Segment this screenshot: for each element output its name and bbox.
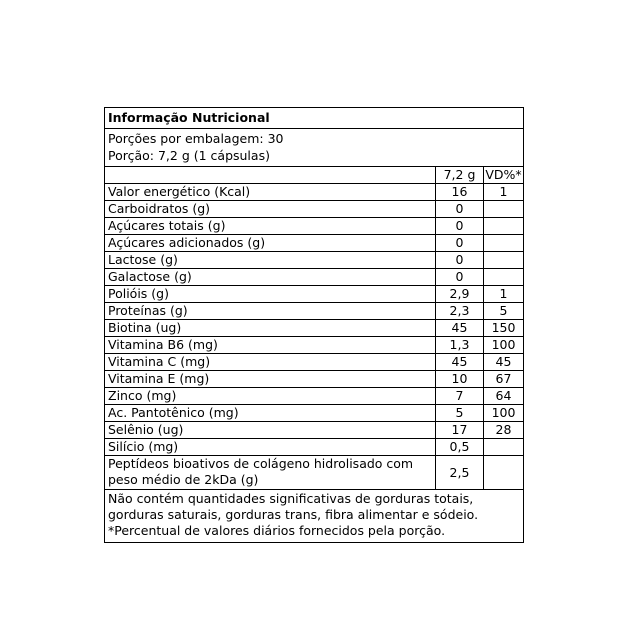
nutrient-amount-cell: 5: [435, 405, 483, 422]
nutrient-amount-cell: 0: [435, 235, 483, 252]
nutrient-name-cell: Vitamina C (mg): [105, 354, 435, 371]
nutrient-grid: [105, 167, 523, 490]
nutrient-dv-cell: [483, 456, 523, 490]
nutrient-dv-cell: 150: [483, 320, 523, 337]
header-dv-cell: VD%*: [483, 167, 523, 184]
nutrient-dv-cell: [483, 252, 523, 269]
nutrient-amount-cell: 17: [435, 422, 483, 439]
nutrient-dv-cell: 28: [483, 422, 523, 439]
servings-per-package: Porções por embalagem: 30: [108, 131, 284, 146]
serving-info: [105, 130, 523, 167]
nutrient-amount-cell: 2,3: [435, 303, 483, 320]
nutrient-dv-cell: 64: [483, 388, 523, 405]
nutrient-amount-cell: 0,5: [435, 439, 483, 456]
nutrient-dv-cell: 67: [483, 371, 523, 388]
serving-size: Porção: 7,2 g (1 cápsulas): [108, 148, 270, 163]
nutrient-dv-cell: 100: [483, 405, 523, 422]
footer-notes: [105, 490, 523, 542]
nutrient-name-cell: Galactose (g): [105, 269, 435, 286]
nutrient-name-cell: Carboidratos (g): [105, 201, 435, 218]
nutrient-name-cell: Valor energético (Kcal): [105, 184, 435, 201]
nutrient-name-cell: Proteínas (g): [105, 303, 435, 320]
nutrient-dv-cell: [483, 218, 523, 235]
nutrition-facts-table: [104, 107, 524, 543]
nutrient-amount-cell: 0: [435, 252, 483, 269]
nutrient-name-cell: Ac. Pantotênico (mg): [105, 405, 435, 422]
nutrient-amount-cell: 1,3: [435, 337, 483, 354]
nutrient-amount-cell: 0: [435, 218, 483, 235]
nutrient-name-cell: Selênio (ug): [105, 422, 435, 439]
footer-note-nonsignificant: Não contém quantidades significativas de gorduras totais, gorduras saturais, gorduras trans, fibra alimentar e sódeio.: [108, 491, 479, 522]
nutrient-name-cell: Polióis (g): [105, 286, 435, 303]
nutrient-amount-cell: 7: [435, 388, 483, 405]
nutrient-name-cell: Silício (mg): [105, 439, 435, 456]
footer-note-daily-value: *Percentual de valores diários fornecidos pela porção.: [108, 523, 446, 538]
header-amount-cell: 7,2 g: [435, 167, 483, 184]
nutrient-amount-cell: 0: [435, 201, 483, 218]
nutrient-amount-cell: 45: [435, 354, 483, 371]
nutrient-dv-cell: [483, 439, 523, 456]
nutrient-dv-cell: 1: [483, 184, 523, 201]
nutrient-dv-cell: [483, 269, 523, 286]
nutrient-name-cell: Açúcares totais (g): [105, 218, 435, 235]
nutrient-name-cell: Biotina (ug): [105, 320, 435, 337]
nutrient-name-cell: Vitamina B6 (mg): [105, 337, 435, 354]
nutrient-name-cell: Zinco (mg): [105, 388, 435, 405]
nutrient-dv-cell: 100: [483, 337, 523, 354]
nutrient-name-cell: Vitamina E (mg): [105, 371, 435, 388]
nutrient-amount-cell: 10: [435, 371, 483, 388]
nutrient-dv-cell: 45: [483, 354, 523, 371]
nutrient-dv-cell: 5: [483, 303, 523, 320]
nutrient-amount-cell: 0: [435, 269, 483, 286]
nutrient-amount-cell: 45: [435, 320, 483, 337]
table-title: Informação Nutricional: [105, 108, 523, 129]
nutrient-amount-cell: 2,5: [435, 456, 483, 490]
nutrient-dv-cell: [483, 201, 523, 218]
nutrient-amount-cell: 16: [435, 184, 483, 201]
nutrient-dv-cell: [483, 235, 523, 252]
nutrient-name-cell: Peptídeos bioativos de colágeno hidrolisado com peso médio de 2kDa (g): [105, 456, 435, 490]
nutrient-name-cell: Lactose (g): [105, 252, 435, 269]
nutrient-name-cell: Açúcares adicionados (g): [105, 235, 435, 252]
header-name-cell: [105, 167, 435, 184]
nutrient-amount-cell: 2,9: [435, 286, 483, 303]
nutrient-dv-cell: 1: [483, 286, 523, 303]
